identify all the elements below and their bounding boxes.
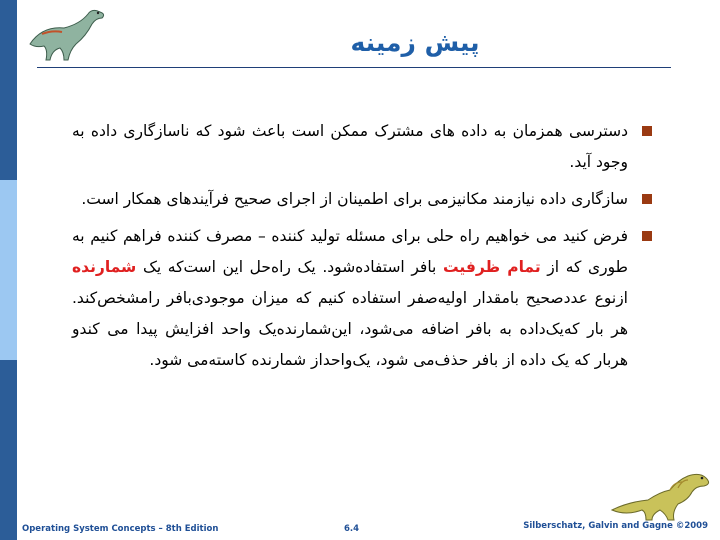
- bullet-text-part: فرض کنید می خواهیم راه حلی برای مسئله تولید کننده – مصرف کننده فراهم کنیم به طوری که از: [72, 227, 628, 276]
- bullet-text-part: از‌نوع عدد‌صحیح با‌مقدار اولیه‌صفر استفاده کنیم که میزان موجودی‌بافر را‌مشخص‌کند. هر بار که‌یک‌داده به بافر اضافه می‌شود، این‌شمارنده‌یک واحد افزایش پیدا می کندو هر‌بار که یک داده از بافر حذف‌می شود، یک‌واحد‌از شمارنده کاسته‌می شود.: [72, 289, 628, 369]
- dinosaur-top-illustration: [22, 4, 114, 66]
- highlight-counter: شمارنده: [72, 258, 137, 276]
- dinosaur-bottom-illustration: [608, 462, 720, 522]
- bullet-item: [72, 184, 628, 215]
- slide-title: پیش زمینه: [350, 28, 480, 57]
- footer-page-number: 6.4: [344, 524, 360, 534]
- title-underline: [37, 67, 671, 68]
- sidebar-segment-middle: [0, 180, 17, 360]
- bullet-square-icon: [642, 126, 652, 136]
- bullet-text-part: بافر استفاده‌شود. یک راه‌حل این است‌که یک: [136, 258, 444, 276]
- bullet-list: [72, 116, 628, 382]
- sidebar-segment-bottom: [0, 360, 17, 540]
- bullet-square-icon: [642, 194, 652, 204]
- bullet-item: [72, 116, 628, 178]
- bullet-text: سازگاری داده نیازمند مکانیزمی برای اطمینان از اجرای صحیح فرآیندهای همکار است.: [81, 190, 628, 208]
- footer-copyright: Silberschatz, Galvin and Gagne ©2009: [523, 521, 708, 531]
- bullet-item: [72, 221, 628, 376]
- bullet-text: دسترسی همزمان به داده های مشترک ممکن است باعث شود که ناسازگاری داده به وجود آید.: [72, 122, 628, 171]
- bullet-square-icon: [642, 231, 652, 241]
- footer-book-title: Operating System Concepts – 8th Edition: [22, 524, 219, 534]
- sidebar-segment-top: [0, 0, 17, 180]
- left-sidebar-bar: [0, 0, 17, 540]
- highlight-full-capacity: تمام ظرفیت: [443, 258, 541, 276]
